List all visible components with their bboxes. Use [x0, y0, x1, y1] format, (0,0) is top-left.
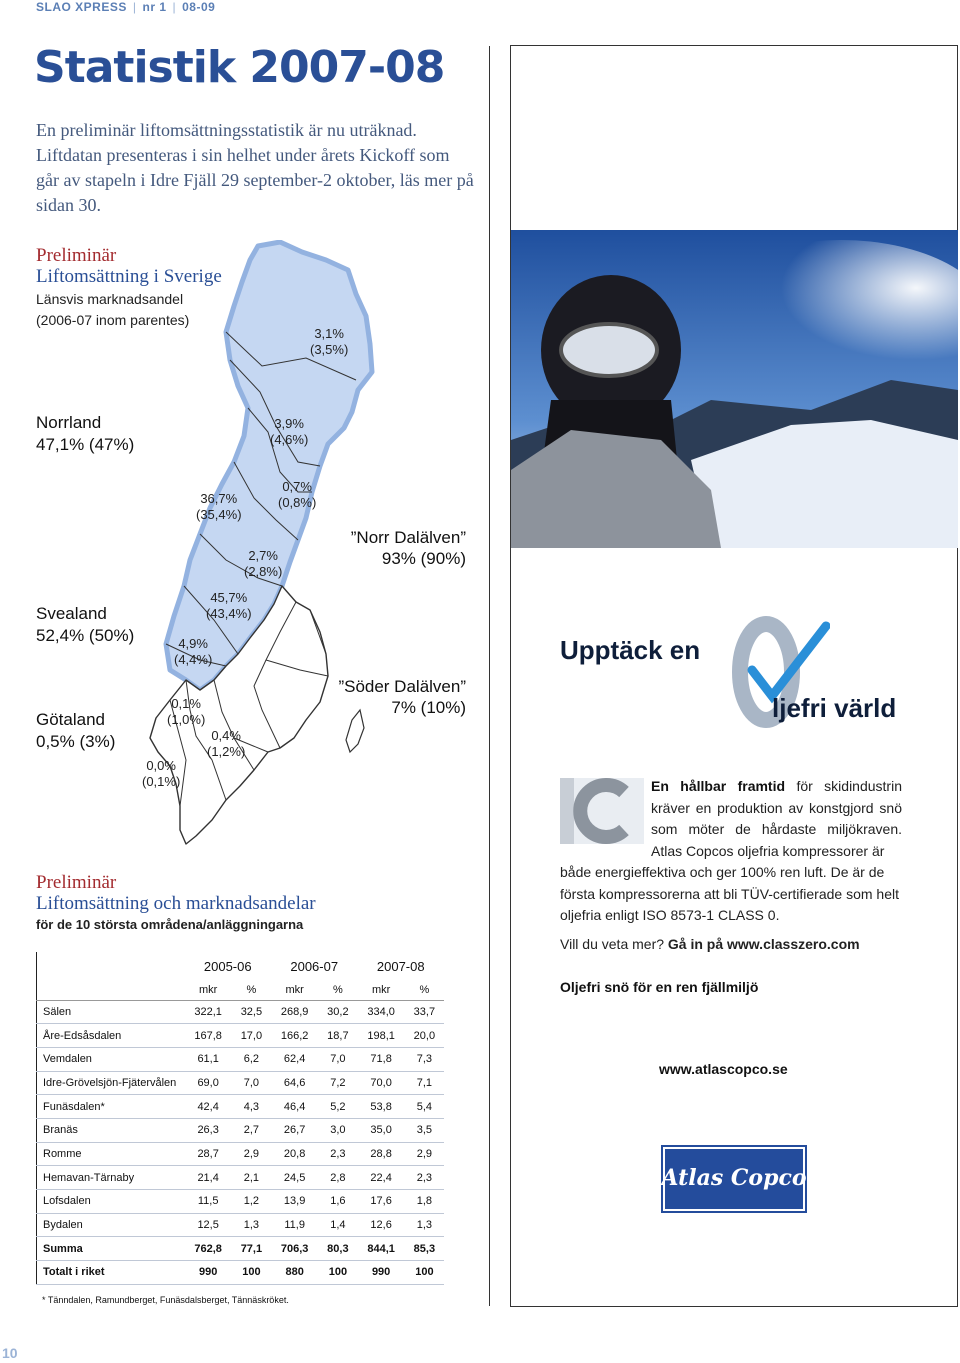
row-value: 69,0 — [185, 1071, 232, 1095]
ad-headline-oljefri: ljefri värld — [772, 693, 897, 723]
row-value: 990 — [357, 1261, 404, 1285]
table-row — [37, 1166, 445, 1190]
table-row — [37, 1024, 445, 1048]
table-heading — [36, 872, 316, 932]
row-value: 28,8 — [357, 1142, 404, 1166]
row-value: 1,3 — [232, 1213, 271, 1237]
map-subtitle-note: (2006-07 inom parentes) — [36, 312, 190, 328]
row-name: Hemavan-Tärnaby — [37, 1166, 185, 1190]
row-name: Romme — [37, 1142, 185, 1166]
row-name: Lofsdalen — [37, 1190, 185, 1214]
row-value: 20,8 — [271, 1142, 318, 1166]
table-row — [37, 1213, 445, 1237]
row-value: 100 — [232, 1261, 271, 1285]
row-value: 26,7 — [271, 1118, 318, 1142]
row-value: 1,3 — [405, 1213, 444, 1237]
row-value: 17,6 — [357, 1190, 404, 1214]
table-kicker: Preliminär — [36, 872, 117, 893]
map-title: Liftomsättning i Sverige — [36, 266, 222, 287]
table-row — [37, 1000, 445, 1024]
page-title: Statistik 2007-08 — [34, 42, 445, 93]
row-value: 7,0 — [232, 1071, 271, 1095]
row-value: 71,8 — [357, 1047, 404, 1071]
row-value: 167,8 — [185, 1024, 232, 1048]
row-value: 80,3 — [318, 1237, 357, 1261]
row-value: 322,1 — [185, 1000, 232, 1024]
row-value: 1,4 — [318, 1213, 357, 1237]
page-number: 10 — [2, 1345, 18, 1361]
map-kicker: Preliminär — [36, 245, 117, 266]
row-value: 3,5 — [405, 1118, 444, 1142]
row-value: 2,1 — [232, 1166, 271, 1190]
table-row — [37, 1071, 445, 1095]
map-label-vasternorrland: 0,7% (0,8%) — [278, 479, 317, 510]
row-value: 32,5 — [232, 1000, 271, 1024]
row-value: 990 — [185, 1261, 232, 1285]
row-value: 11,5 — [185, 1190, 232, 1214]
row-value: 100 — [318, 1261, 357, 1285]
season: 08-09 — [182, 0, 216, 14]
row-name: Idre-Grövelsjön-Fjätervålen — [37, 1071, 185, 1095]
norr-dalalven: ”Norr Dalälven” 93% (90%) — [350, 528, 466, 568]
table-subtitle: för de 10 största områdena/anläggningarna — [36, 917, 304, 932]
region-norrland: Norrland 47,1% (47%) — [36, 413, 135, 454]
map-label-varmland: 4,9% (4,4%) — [174, 636, 213, 667]
ad-lead-text: för skidindustrin kräver en produktion av konstgjord snö som möter de hårdaste miljökraven. Atlas Copcos oljefria kompressorer är — [651, 778, 902, 859]
table-row — [37, 1261, 445, 1285]
ad-lead-bold: En hållbar framtid — [651, 778, 786, 794]
row-value: 2,3 — [405, 1166, 444, 1190]
atlas-copco-logo: Atlas Copco — [661, 1145, 807, 1213]
ad-more-info: Vill du veta mer? Gå in på www.classzero.com — [560, 936, 860, 952]
row-value: 706,3 — [271, 1237, 318, 1261]
magazine-name: SLAO XPRESS — [36, 0, 127, 14]
ad-body — [560, 776, 902, 927]
row-value: 33,7 — [405, 1000, 444, 1024]
row-value: 4,3 — [232, 1095, 271, 1119]
map-label-jonkoping: 0,4% (1,2%) — [207, 728, 246, 759]
row-value: 12,5 — [185, 1213, 232, 1237]
row-value: 18,7 — [318, 1024, 357, 1048]
row-value: 334,0 — [357, 1000, 404, 1024]
map-label-vastra-gotaland: 0,1% (1,0%) — [167, 696, 206, 727]
row-value: 12,6 — [357, 1213, 404, 1237]
row-value: 2,3 — [318, 1142, 357, 1166]
unit-header: % — [405, 980, 444, 1000]
soder-dalalven: ”Söder Dalälven” 7% (10%) — [338, 677, 466, 717]
row-value: 198,1 — [357, 1024, 404, 1048]
row-value: 5,2 — [318, 1095, 357, 1119]
map-subtitle: Länsvis marknadsandel — [36, 291, 184, 307]
row-value: 880 — [271, 1261, 318, 1285]
row-name: Bydalen — [37, 1213, 185, 1237]
atlascopco-link[interactable]: www.atlascopco.se — [659, 1061, 788, 1077]
ad-headline-upptack: Upptäck en — [560, 635, 701, 665]
row-value: 70,0 — [357, 1071, 404, 1095]
row-value: 85,3 — [405, 1237, 444, 1261]
stats-table — [36, 952, 444, 1285]
unit-header: mkr — [185, 980, 232, 1000]
row-value: 166,2 — [271, 1024, 318, 1048]
map-label-dalarna: 45,7% (43,4%) — [206, 590, 252, 621]
row-value: 6,2 — [232, 1047, 271, 1071]
row-value: 53,8 — [357, 1095, 404, 1119]
running-header: SLAO XPRESS | nr 1 | 08-09 — [36, 0, 216, 14]
row-value: 64,6 — [271, 1071, 318, 1095]
row-value: 7,3 — [405, 1047, 444, 1071]
table-footnote: * Tänndalen, Ramundberget, Funäsdalsberget, Tännäskröket. — [42, 1295, 289, 1305]
row-value: 11,9 — [271, 1213, 318, 1237]
row-value: 20,0 — [405, 1024, 444, 1048]
map-label-norrbotten: 3,1% (3,5%) — [310, 326, 349, 357]
row-value: 2,9 — [405, 1142, 444, 1166]
row-value: 100 — [405, 1261, 444, 1285]
row-value: 7,0 — [318, 1047, 357, 1071]
map-label-vasterbotten: 3,9% (4,6%) — [270, 416, 309, 447]
ad-photo — [511, 230, 958, 548]
table-row — [37, 1118, 445, 1142]
row-value: 77,1 — [232, 1237, 271, 1261]
year-header: 2005-06 — [203, 958, 252, 974]
column-divider — [489, 46, 490, 1306]
map-label-gavleborg: 2,7% (2,8%) — [244, 548, 283, 579]
row-value: 2,9 — [232, 1142, 271, 1166]
map-label-jamtland: 36,7% (35,4%) — [196, 491, 242, 522]
row-name: Funäsdalen* — [37, 1095, 185, 1119]
region-svealand: Svealand 52,4% (50%) — [36, 604, 135, 645]
table-title: Liftomsättning och marknadsandelar — [36, 893, 316, 914]
row-value: 268,9 — [271, 1000, 318, 1024]
row-value: 2,8 — [318, 1166, 357, 1190]
row-value: 1,2 — [232, 1190, 271, 1214]
row-value: 844,1 — [357, 1237, 404, 1261]
region-gotaland: Götaland 0,5% (3%) — [36, 710, 116, 751]
row-value: 21,4 — [185, 1166, 232, 1190]
row-value: 61,1 — [185, 1047, 232, 1071]
unit-header: % — [318, 980, 357, 1000]
row-name: Vemdalen — [37, 1047, 185, 1071]
map-label-skane: 0,0% (0,1%) — [142, 758, 181, 789]
row-name: Branäs — [37, 1118, 185, 1142]
row-value: 1,6 — [318, 1190, 357, 1214]
ad-paragraph-2: både energieffektiva och ger 100% ren luft. De är de första kompressorerna att bli TÜV-certifierade som helt oljefria enligt ISO 8573-1 CLASS 0. — [560, 864, 899, 923]
table-row — [37, 1142, 445, 1166]
row-value: 42,4 — [185, 1095, 232, 1119]
table-row — [37, 1190, 445, 1214]
row-value: 5,4 — [405, 1095, 444, 1119]
row-value: 3,0 — [318, 1118, 357, 1142]
row-name: Sälen — [37, 1000, 185, 1024]
row-name: Åre-Edsåsdalen — [37, 1024, 185, 1048]
row-value: 7,2 — [318, 1071, 357, 1095]
row-value: 30,2 — [318, 1000, 357, 1024]
row-name: Totalt i riket — [37, 1261, 185, 1285]
row-value: 762,8 — [185, 1237, 232, 1261]
row-value: 2,7 — [232, 1118, 271, 1142]
year-header: 2006-07 — [290, 958, 339, 974]
row-value: 26,3 — [185, 1118, 232, 1142]
row-value: 24,5 — [271, 1166, 318, 1190]
row-value: 22,4 — [357, 1166, 404, 1190]
row-value: 13,9 — [271, 1190, 318, 1214]
row-name: Summa — [37, 1237, 185, 1261]
row-value: 46,4 — [271, 1095, 318, 1119]
table-row — [37, 1047, 445, 1071]
intro-paragraph: En preliminär liftomsättningsstatistik är nu uträknad. Liftdatan presenteras i sin helhet under årets Kickoff som går av stapeln i Idre Fjäll 29 september-2 oktober, läs mer på sidan 30. — [36, 120, 474, 215]
row-value: 62,4 — [271, 1047, 318, 1071]
unit-header: mkr — [357, 980, 404, 1000]
row-value: 35,0 — [357, 1118, 404, 1142]
year-header: 2007-08 — [376, 958, 425, 974]
row-value: 17,0 — [232, 1024, 271, 1048]
classzero-link[interactable]: Gå in på www.classzero.com — [667, 936, 860, 952]
unit-header: % — [232, 980, 271, 1000]
row-value: 28,7 — [185, 1142, 232, 1166]
row-value: 1,8 — [405, 1190, 444, 1214]
table-row — [37, 1237, 445, 1261]
issue-number: nr 1 — [142, 0, 167, 14]
ad-slogan: Oljefri snö för en ren fjällmiljö — [560, 979, 759, 995]
table-row — [37, 1095, 445, 1119]
unit-header: mkr — [271, 980, 318, 1000]
row-value: 7,1 — [405, 1071, 444, 1095]
